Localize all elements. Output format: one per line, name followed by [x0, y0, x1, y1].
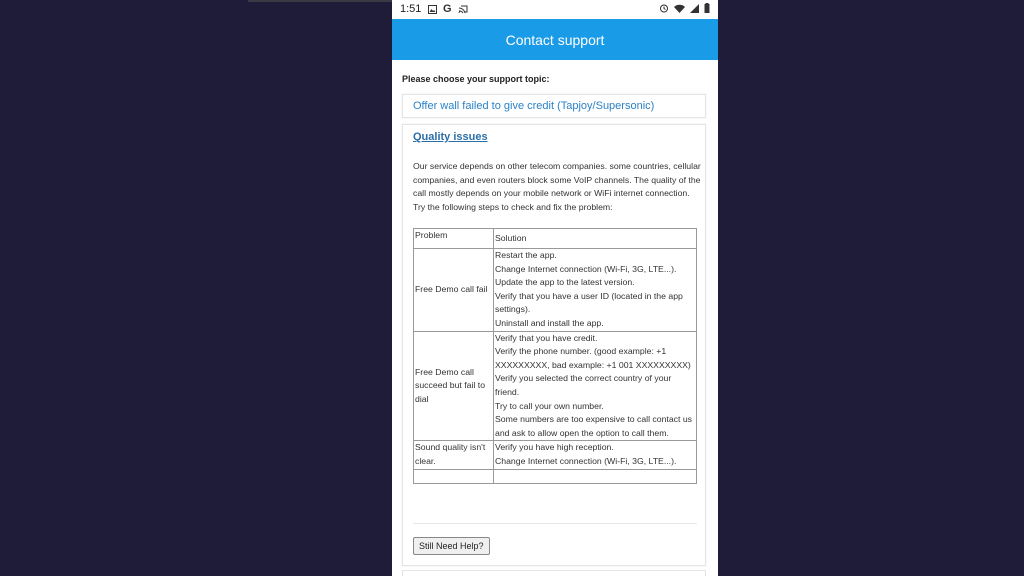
- solution-line: Verify that you have a user ID (located in the app settings).: [495, 290, 683, 315]
- table-header-row: [414, 229, 697, 249]
- alarm-icon: [659, 3, 669, 13]
- phone-screen: [392, 0, 718, 576]
- solution-line: Restart the app.: [495, 250, 557, 260]
- app-bar: [392, 19, 718, 60]
- table-row: [414, 441, 697, 469]
- still-need-help-button[interactable]: Still Need Help?: [413, 537, 490, 555]
- table-row: [414, 331, 697, 441]
- solution-line: Uninstall and install the app.: [495, 317, 604, 328]
- row-problem: Free Demo call fail: [414, 249, 494, 332]
- row-solution: [494, 331, 697, 441]
- card-divider: [413, 523, 697, 524]
- solution-line: Update the app to the latest version.: [495, 277, 635, 288]
- troubleshooting-table: [413, 228, 697, 484]
- empty-cell: [414, 469, 494, 483]
- header-problem: Problem: [414, 229, 494, 249]
- row-solution: [494, 249, 697, 332]
- status-time: 1:51: [400, 3, 422, 15]
- image-icon: [428, 5, 437, 14]
- signal-icon: [690, 4, 699, 13]
- row-problem: Free Demo call succeed but fail to dial: [414, 331, 494, 441]
- solution-line: Verify the phone number. (good example: +1 XXXXXXXXX, bad example: +1 001 XXXXXXXXX): [495, 346, 691, 370]
- row-solution: [494, 441, 697, 469]
- topic-prompt: Please choose your support topic:: [402, 74, 550, 84]
- support-content: [392, 60, 718, 576]
- topic-link-quality-issues[interactable]: Quality issues: [413, 131, 488, 143]
- status-bar: [392, 0, 718, 19]
- solution-line: Verify you selected the correct country of your friend.: [495, 373, 672, 397]
- quality-description: Our service depends on other telecom companies. some countries, cellular companies, and even routers block some VoIP channels. The quality of the call mostly depends on your mobile network or WiFi internet connection. Try the following steps to check and fix the problem:: [413, 161, 701, 212]
- wifi-icon: [674, 4, 685, 13]
- solution-line: Some numbers are too expensive to call contact us and ask to allow open the option to call them.: [495, 414, 693, 438]
- solution-line: Verify you have high reception.: [495, 442, 614, 453]
- solution-line: Try to call your own number.: [495, 400, 604, 411]
- solution-line: Verify that you have credit.: [495, 332, 598, 343]
- empty-cell: [494, 469, 697, 483]
- row-problem: Sound quality isn't clear.: [414, 441, 494, 469]
- topic-link-offer-wall[interactable]: Offer wall failed to give credit (Tapjoy/Supersonic): [413, 100, 655, 112]
- page-title: Contact support: [505, 31, 605, 48]
- battery-icon: [704, 3, 710, 13]
- topic-card-offer-wall[interactable]: [402, 94, 706, 118]
- table-row: [414, 249, 697, 332]
- header-solution: Solution: [494, 229, 697, 249]
- topic-card-next[interactable]: [402, 570, 706, 576]
- google-icon: G: [443, 3, 452, 15]
- topic-card-quality: [402, 124, 706, 566]
- solution-line: Change Internet connection (Wi-Fi, 3G, LTE...).: [495, 263, 677, 274]
- table-empty-row: [414, 469, 697, 483]
- solution-line: Change Internet connection (Wi-Fi, 3G, LTE...).: [495, 455, 677, 466]
- cast-icon: [458, 5, 468, 14]
